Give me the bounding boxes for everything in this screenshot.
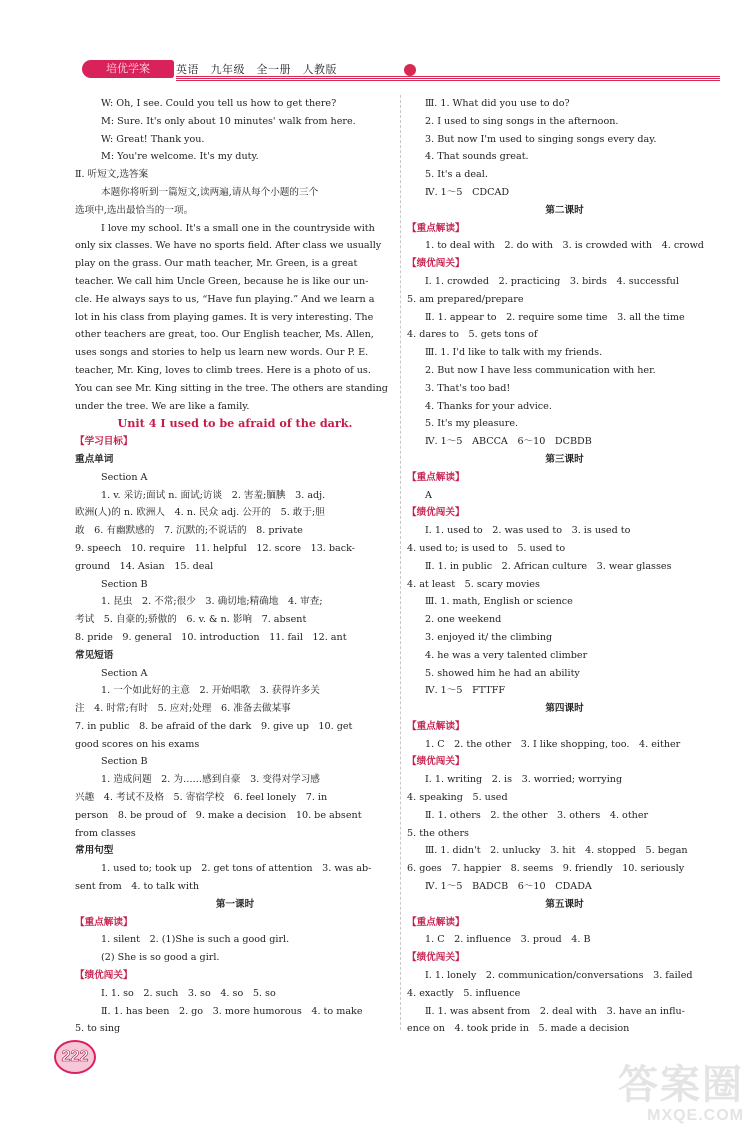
text-line: 4. Thanks for your advice. [425,400,552,412]
header-dot [404,64,416,76]
text-line: 5. It's a deal. [425,169,488,181]
text-line: You can see Mr. King sitting in the tree. The others are standing [75,382,388,394]
text-line: I love my school. It's a small one in the countryside with [101,222,375,234]
section-label: 【重点解读】 [407,916,465,928]
unit-title: Unit 4 I used to be afraid of the dark. [117,416,353,431]
text-line: M: Sure. It's only about 10 minutes' walk from here. [101,115,356,127]
section-label: 【学习目标】 [75,436,133,448]
text-line: 5. am prepared/prepare [407,293,524,305]
text-line: Ⅱ. 听短文,选答案 [75,169,149,181]
lesson-heading: 第一课时 [215,898,255,910]
text-line: Section B [101,756,148,768]
text-line: ground 14. Asian 15. deal [75,560,214,572]
text-line: 敢 6. 有幽默感的 7. 沉默的;不说话的 8. private [75,525,303,537]
text-line: Ⅰ. 1. writing 2. is 3. worried; worrying [425,774,623,786]
text-line: Ⅱ. 1. has been 2. go 3. more humorous 4. to make [101,1005,363,1017]
text-line: Ⅲ. 1. What did you use to do? [425,98,570,109]
text-line: Ⅳ. 1～5 CDCAD [425,186,510,198]
text-line: (2) She is so good a girl. [101,952,220,964]
text-line: Ⅳ. 1～5 BADCB 6～10 CDADA [425,881,592,893]
text-line: 4. at least 5. scary movies [407,578,540,590]
text-line: 1. used to; took up 2. get tons of attention 3. was ab- [101,863,372,875]
section-label: 【绩优闯关】 [407,507,465,519]
section-label: 【绩优闯关】 [75,970,133,982]
text-line: Section A [101,667,148,679]
text-line: person 8. be proud of 9. make a decision 10. be absent [75,809,362,821]
page-number: 222 [61,1048,89,1065]
text-line: 1. silent 2. (1)She is such a good girl. [101,934,290,946]
text-line: Ⅰ. 1. lonely 2. communication/conversations 3. failed [425,970,693,982]
page-number-badge [54,1040,96,1074]
text-line: W: Great! Thank you. [101,133,205,145]
lesson-heading: 第三课时 [545,453,584,465]
text-line: 2. But now I have less communication with her. [425,364,656,376]
text-line: 4. used to; is used to 5. used to [407,542,566,554]
text-line: 5. It's my pleasure. [425,418,519,430]
text-line: 注 4. 时常;有时 5. 应对;处理 6. 准备去做某事 [75,703,291,715]
text-line: 1. 造成问题 2. 为……感到自豪 3. 变得对学习感 [101,774,320,786]
text-line: 2. I used to sing songs in the afternoon. [425,115,619,127]
text-line: 2. one weekend [425,614,502,626]
book-title: 英语 九年级 全一册 人教版 [176,64,337,76]
text-line: 4. exactly 5. influence [407,987,521,999]
text-line: play on the grass. Our math teacher, Mr. Green, is a great [75,258,358,270]
watermark [618,1063,744,1125]
text-line: 1. 一个如此好的主意 2. 开始唱歌 3. 获得许多关 [101,685,320,697]
left-column [75,95,395,1038]
text-line: 1. C 2. influence 3. proud 4. B [425,934,591,946]
text-line: 1. C 2. the other 3. I like shopping, too. 4. either [425,738,681,750]
text-line: Ⅱ. 1. others 2. the other 3. others 4. other [425,809,649,821]
text-line: Ⅰ. 1. used to 2. was used to 3. is used to [425,525,631,537]
text-line: lot in his class from playing games. It is very interesting. The [75,311,374,323]
text-line: cle. He always says to us, “Have fun playing.” And we learn a [75,293,375,305]
text-line: 常用句型 [75,845,114,857]
text-line: Ⅲ. 1. math, English or science [425,596,573,608]
text-line: 1. v. 采访;面试 n. 面试;访谈 2. 害羞;腼腆 3. adj. [101,489,326,501]
text-line: M: You're welcome. It's my duty. [101,151,259,163]
text-line: Ⅰ. 1. so 2. such 3. so 4. so 5. so [101,987,276,999]
text-line: 本题你将听到一篇短文,读两遍,请从每个小题的三个 [101,186,319,198]
text-line: 考试 5. 自豪的;骄傲的 6. v. & n. 影响 7. absent [75,614,307,626]
text-line: 4. speaking 5. used [407,792,508,804]
watermark-url: MXQE.COM [647,1107,744,1124]
text-line: Ⅳ. 1～5 ABCCA 6～10 DCBDB [425,436,592,448]
section-label: 【重点解读】 [407,720,465,732]
text-line: teacher. We call him Uncle Green, because he is like our un- [75,275,369,287]
text-line: good scores on his exams [75,738,200,750]
text-line: other teachers are great, too. Our English teacher, Ms. Allen, [75,329,374,341]
text-line: 1. to deal with 2. do with 3. is crowded with 4. crowd [425,240,704,252]
section-label: 【重点解读】 [75,916,133,928]
text-line: W: Oh, I see. Could you tell us how to get there? [101,98,337,109]
lesson-heading: 第二课时 [545,204,584,216]
text-line: Ⅰ. 1. crowded 2. practicing 3. birds 4. successful [425,275,679,287]
text-line: 6. goes 7. happier 8. seems 9. friendly 10. seriously [407,863,685,875]
text-line: 常见短语 [75,649,114,661]
text-line: 5. the others [407,827,469,839]
text-line: 欧洲(人)的 n. 欧洲人 4. n. 民众 adj. 公开的 5. 敢于;胆 [75,507,325,519]
watermark-logo: 答案圈 [618,1063,744,1107]
text-line: Ⅱ. 1. in public 2. African culture 3. wear glasses [425,560,672,572]
text-line: under the tree. We are like a family. [75,400,250,412]
text-line: Section A [101,471,148,483]
text-line: 4. dares to 5. gets tons of [407,329,538,341]
text-line: 3. That's too bad! [425,382,511,394]
text-line: 9. speech 10. require 11. helpful 12. score 13. back- [75,542,356,554]
text-line: uses songs and stories to help us learn new words. Our P. E. [75,347,369,359]
text-line: sent from 4. to talk with [75,881,199,893]
text-line: 重点单词 [75,453,114,465]
text-line: Ⅳ. 1～5 FTTFF [425,685,506,697]
text-line: 选项中,选出最恰当的一项。 [75,204,194,216]
text-line: Ⅲ. 1. didn't 2. unlucky 3. hit 4. stopped 5. began [425,845,688,857]
text-line: Ⅲ. 1. I'd like to talk with my friends. [425,347,603,359]
text-line: 4. he was a very talented climber [425,649,588,661]
text-line: only six classes. We have no sports field. After class we usually [75,240,382,252]
text-line: Ⅱ. 1. appear to 2. require some time 3. all the time [425,311,685,323]
lesson-heading: 第五课时 [545,898,584,910]
text-line: 5. showed him he had an ability [425,667,580,679]
text-line: Ⅱ. 1. was absent from 2. deal with 3. have an influ- [425,1005,685,1017]
text-line: ence on 4. took pride in 5. made a decision [407,1023,630,1035]
text-line: 5. to sing [75,1023,121,1035]
column-divider [400,95,401,1030]
series-badge: 培优学案 [82,60,174,78]
lesson-heading: 第四课时 [545,703,584,715]
section-label: 【绩优闯关】 [407,258,465,270]
text-line: 兴趣 4. 考试不及格 5. 寄宿学校 6. feel lonely 7. in [75,792,328,804]
text-line: 3. But now I'm used to singing songs every day. [425,133,657,145]
text-line: 1. 昆虫 2. 不常;很少 3. 确切地;精确地 4. 审查; [101,596,323,608]
section-label: 【绩优闯关】 [407,756,465,768]
right-column [407,95,722,1038]
section-label: 【重点解读】 [407,222,465,234]
section-label: 【重点解读】 [407,471,465,483]
section-label: 【绩优闯关】 [407,952,465,964]
text-line: 7. in public 8. be afraid of the dark 9. give up 10. get [75,720,353,732]
text-line: 3. enjoyed it/ the climbing [425,631,553,643]
text-line: 8. pride 9. general 10. introduction 11. fail 12. ant [75,631,347,643]
text-line: 4. That sounds great. [425,151,529,163]
text-line: A [425,489,432,501]
text-line: from classes [75,827,136,839]
text-line: teacher, Mr. King, loves to climb trees. Here is a photo of us. [75,364,371,376]
header-rule [176,76,720,82]
page-header [0,55,750,87]
text-line: Section B [101,578,148,590]
